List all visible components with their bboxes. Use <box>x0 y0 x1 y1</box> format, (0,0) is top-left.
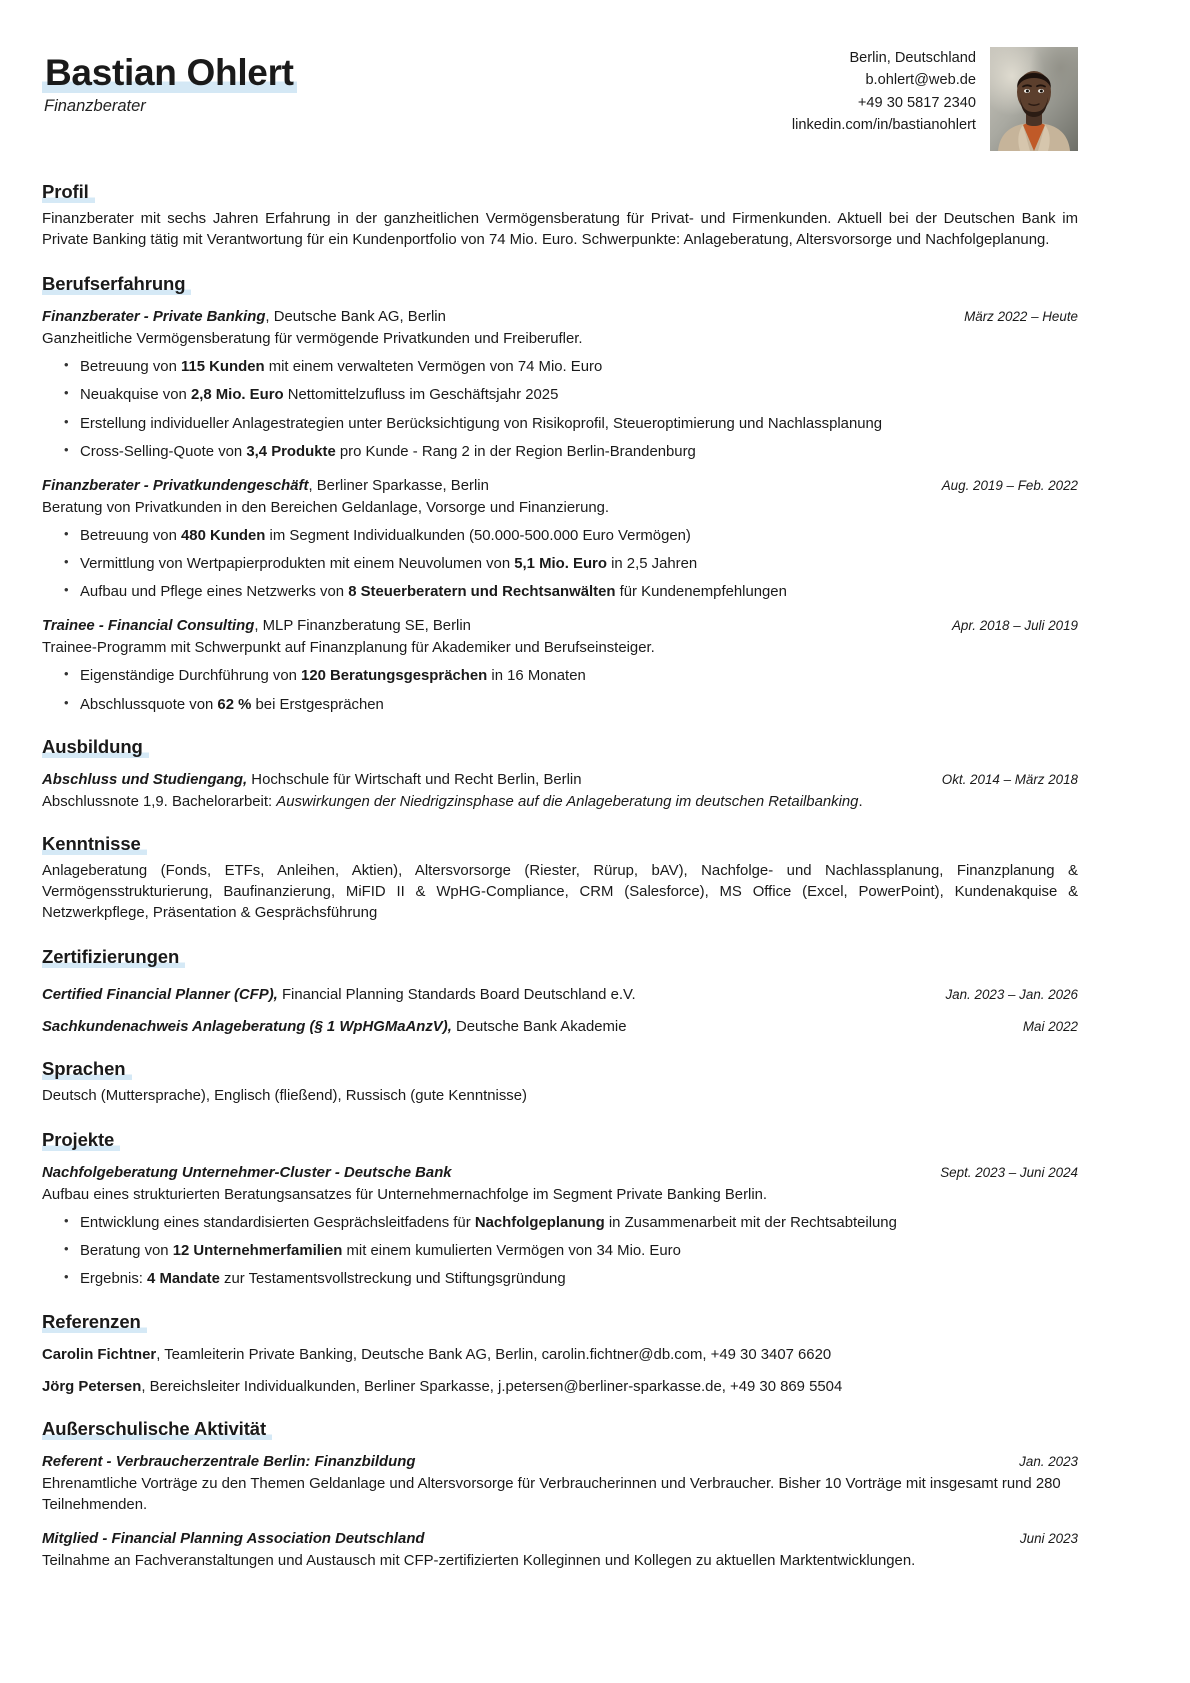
project-name: Nachfolgeberatung Unternehmer-Cluster - Deutsche Bank <box>42 1165 452 1182</box>
certification-name: Certified Financial Planner (CFP), <box>42 987 278 1004</box>
highlight-value: 3,4 Produkte <box>246 443 336 460</box>
activity-name: Referent - Verbraucherzentrale Berlin: Finanzbildung <box>42 1453 416 1470</box>
project-entry-head <box>42 1163 1078 1184</box>
contact-phone[interactable]: +49 30 5817 2340 <box>857 94 976 111</box>
highlight-value: 2,8 Mio. Euro <box>190 387 284 404</box>
project-entry-title <box>42 1163 452 1184</box>
highlight-value: 115 Kunden <box>181 359 265 376</box>
certification-name: Sachkundenachweis Anlageberatung (§ 1 WpHGMaAnzV), <box>42 1019 452 1036</box>
experience-entry-head <box>42 616 1078 637</box>
project-list <box>42 1163 1078 1290</box>
activity-summary: Teilnahme an Fachveranstaltungen und Austausch mit CFP-zertifizierten Kolleginnen und Kollegen zu aktuellen Marktentwicklungen. <box>42 1552 916 1569</box>
activity-entry-date: Jan. 2023 <box>1019 1453 1078 1469</box>
section-heading-projekte: Projekte <box>42 1129 120 1151</box>
contact-location: Berlin, Deutschland <box>849 50 976 66</box>
experience-entry-date: Aug. 2019 – Feb. 2022 <box>941 477 1078 493</box>
reference-entry <box>42 1377 1078 1398</box>
experience-position: Finanzberater - Private Banking <box>42 309 266 326</box>
section-heading-berufserfahrung: Berufserfahrung <box>42 273 191 295</box>
list-item: • Cross-Selling-Quote von 3,4 Produkte pro Kunde - Rang 2 in der Region Berlin-Brandenburg <box>64 442 1078 463</box>
highlight-value: 480 Kunden <box>181 527 266 544</box>
list-item: • Erstellung individueller Anlagestrategien unter Berücksichtigung von Risikoprofil, Steueroptimierung und Nachlassplanung <box>64 414 1078 435</box>
education-entry-head <box>42 770 1078 791</box>
reference-list <box>42 1345 1078 1398</box>
header-identity <box>42 40 297 116</box>
education-school: Hochschule für Wirtschaft und Recht Berlin, Berlin <box>247 771 582 788</box>
section-heading-ausbildung: Ausbildung <box>42 736 149 758</box>
education-degree: Abschluss und Studiengang, <box>42 771 248 788</box>
header-contact-block <box>792 40 1078 151</box>
experience-entry-bullets <box>42 666 1078 715</box>
experience-entry-head <box>42 476 1078 497</box>
profil-text: Finanzberater mit sechs Jahren Erfahrung in der ganzheitlichen Vermögensberatung für Privat- und Firmenkunden. Aktuell bei der Deutschen Bank im Private Banking tätig mit Verantwortung für ein Kundenportfolio von 74 Mio. Euro. Schwerpunkte: Anlageberatung, Altersvorsorge und Nachfolgeplanung. <box>42 211 1078 249</box>
certification-list <box>42 985 1078 1038</box>
skills-text: Anlageberatung (Fonds, ETFs, Anleihen, Aktien), Altersvorsorge (Riester, Rürup, bAV), Nachfolge- und Nachlassplanung, Finanzplanung & Vermögensstrukturierung, Baufinanzierung, MiFID II & WpHG-Compliance, CRM (Salesforce), MS Office (Excel, PowerPoint), Kundenakquise & Netzwerkpflege, Präsentation & Gesprächsführung <box>42 862 1078 922</box>
experience-company: , Deutsche Bank AG, Berlin <box>265 309 446 326</box>
certification-entry-head <box>42 1017 1078 1038</box>
experience-summary: Trainee-Programm mit Schwerpunkt auf Finanzplanung für Akademiker und Berufseinsteiger. <box>42 640 655 657</box>
section-kenntnisse <box>42 813 1078 924</box>
thesis-title: Auswirkungen der Niedrigzinsphase auf die Anlageberatung im deutschen Retailbanking <box>276 793 859 810</box>
section-referenzen <box>42 1291 1078 1398</box>
education-entry <box>42 770 1078 813</box>
activity-entry-head <box>42 1452 1078 1473</box>
experience-list <box>42 307 1078 715</box>
highlight-value: 8 Steuerberatern und Rechtsanwälten <box>348 584 616 601</box>
activity-entry <box>42 1452 1078 1516</box>
section-heading-sprachen: Sprachen <box>42 1058 132 1080</box>
activity-name: Mitglied - Financial Planning Association Deutschland <box>42 1531 425 1548</box>
activity-list <box>42 1452 1078 1572</box>
certification-entry-date: Jan. 2023 – Jan. 2026 <box>945 987 1078 1003</box>
experience-entry-title <box>42 476 489 497</box>
section-sprachen <box>42 1038 1078 1107</box>
certification-issuer: Financial Planning Standards Board Deutschland e.V. <box>277 987 636 1004</box>
project-entry <box>42 1163 1078 1290</box>
section-heading-profil: Profil <box>42 181 95 203</box>
section-heading-zertifizierungen: Zertifizierungen <box>42 946 185 968</box>
portrait-photo-icon <box>990 47 1078 151</box>
experience-entry-title <box>42 307 446 328</box>
list-item: • Aufbau und Pflege eines Netzwerks von 8 Steuerberatern und Rechtsanwälten für Kundenempfehlungen <box>64 582 1078 603</box>
project-entry-date: Sept. 2023 – Juni 2024 <box>940 1165 1078 1181</box>
experience-position: Trainee - Financial Consulting <box>42 618 255 635</box>
list-item: • Ergebnis: 4 Mandate zur Testamentsvollstreckung und Stiftungsgründung <box>64 1269 1078 1290</box>
job-role-subtitle: Finanzberater <box>44 96 146 115</box>
highlight-value: 62 % <box>217 696 252 713</box>
activity-entry-title <box>42 1452 415 1473</box>
project-entry-bullets <box>42 1213 1078 1290</box>
resume-header <box>42 40 1078 151</box>
section-berufserfahrung <box>42 253 1078 715</box>
highlight-value: 120 Beratungsgesprächen <box>301 668 488 685</box>
section-heading-kenntnisse: Kenntnisse <box>42 833 147 855</box>
experience-entry-head <box>42 307 1078 328</box>
reference-entry <box>42 1345 1078 1366</box>
experience-entry-date: Apr. 2018 – Juli 2019 <box>951 618 1078 634</box>
section-zertifizierungen <box>42 926 1078 1038</box>
certification-entry-date: Mai 2022 <box>1022 1019 1078 1035</box>
list-item: • Betreuung von 480 Kunden im Segment Individualkunden (50.000-500.000 Euro Vermögen) <box>64 526 1078 547</box>
experience-entry-bullets <box>42 526 1078 603</box>
experience-summary: Ganzheitliche Vermögensberatung für vermögende Privatkunden und Freiberufler. <box>42 331 583 348</box>
certification-entry <box>42 1017 1078 1038</box>
experience-company: , MLP Finanzberatung SE, Berlin <box>254 618 471 635</box>
section-ausbildung <box>42 716 1078 813</box>
experience-entry <box>42 307 1078 463</box>
experience-entry <box>42 616 1078 715</box>
list-item: • Vermittlung von Wertpapierprodukten mit einem Neuvolumen von 5,1 Mio. Euro in 2,5 Jahren <box>64 554 1078 575</box>
activity-entry-date: Juni 2023 <box>1019 1531 1078 1547</box>
contact-details <box>792 47 976 136</box>
section-heading-referenzen: Referenzen <box>42 1311 147 1333</box>
experience-entry-bullets <box>42 357 1078 463</box>
experience-company: , Berliner Sparkasse, Berlin <box>308 477 489 494</box>
list-item: • Abschlussquote von 62 % bei Erstgesprächen <box>64 695 1078 716</box>
certification-entry-title <box>42 1017 627 1038</box>
section-profil <box>42 169 1078 251</box>
education-detail: Abschlussnote 1,9. Bachelorarbeit: Auswirkungen der Niedrigzinsphase auf die Anlageberatung im deutschen Retailbanking. <box>42 793 863 810</box>
highlight-value: 4 Mandate <box>147 1271 220 1288</box>
list-item: • Entwicklung eines standardisierten Gesprächsleitfadens für Nachfolgeplanung in Zusammenarbeit mit der Rechtsabteilung <box>64 1213 1078 1234</box>
highlight-value: 5,1 Mio. Euro <box>514 556 607 573</box>
avatar <box>990 47 1078 151</box>
section-aktivitaet <box>42 1398 1078 1572</box>
section-projekte <box>42 1109 1078 1290</box>
reference-name: Carolin Fichtner <box>42 1346 157 1363</box>
education-entry-title <box>42 770 582 791</box>
reference-name: Jörg Petersen <box>42 1378 142 1395</box>
list-item: • Beratung von 12 Unternehmerfamilien mit einem kumulierten Vermögen von 34 Mio. Euro <box>64 1241 1078 1262</box>
reference-detail: , Teamleiterin Private Banking, Deutsche Bank AG, Berlin, carolin.fichtner@db.com, +49 30 3407 6620 <box>156 1346 832 1363</box>
project-summary: Aufbau eines strukturierten Beratungsansatzes für Unternehmernachfolge im Segment Private Banking Berlin. <box>42 1186 768 1203</box>
certification-entry-title <box>42 985 636 1006</box>
experience-entry <box>42 476 1078 603</box>
activity-summary: Ehrenamtliche Vorträge zu den Themen Geldanlage und Altersvorsorge für Verbraucherinnen und Verbraucher. Bisher 10 Vorträge mit insgesamt rund 280 Teilnehmenden. <box>42 1475 1061 1513</box>
activity-entry <box>42 1529 1078 1572</box>
section-heading-aktivitaet: Außerschulische Aktivität <box>42 1418 272 1440</box>
certification-issuer: Deutsche Bank Akademie <box>451 1019 627 1036</box>
page-title: Bastian Ohlert <box>42 54 297 93</box>
languages-text: Deutsch (Muttersprache), Englisch (fließend), Russisch (gute Kenntnisse) <box>42 1087 527 1104</box>
list-item: • Eigenständige Durchführung von 120 Beratungsgesprächen in 16 Monaten <box>64 666 1078 687</box>
experience-summary: Beratung von Privatkunden in den Bereichen Geldanlage, Vorsorge und Finanzierung. <box>42 499 610 516</box>
education-list <box>42 770 1078 813</box>
highlight-value: Nachfolgeplanung <box>474 1215 605 1232</box>
list-item: • Betreuung von 115 Kunden mit einem verwalteten Vermögen von 74 Mio. Euro <box>64 357 1078 378</box>
experience-entry-date: März 2022 – Heute <box>964 309 1078 325</box>
activity-entry-head <box>42 1529 1078 1550</box>
certification-entry-head <box>42 985 1078 1006</box>
list-item: • Neuakquise von 2,8 Mio. Euro Nettomittelzufluss im Geschäftsjahr 2025 <box>64 385 1078 406</box>
reference-detail: , Bereichsleiter Individualkunden, Berliner Sparkasse, j.petersen@berliner-sparkasse.de, +49 30 869 5504 <box>141 1378 843 1395</box>
highlight-value: 12 Unternehmerfamilien <box>172 1243 343 1260</box>
experience-entry-title <box>42 616 471 637</box>
certification-entry <box>42 985 1078 1006</box>
contact-email[interactable]: b.ohlert@web.de <box>865 72 976 89</box>
contact-linkedin[interactable]: linkedin.com/in/bastianohlert <box>791 116 976 133</box>
experience-position: Finanzberater - Privatkundengeschäft <box>42 477 309 494</box>
activity-entry-title <box>42 1529 425 1550</box>
education-entry-date: Okt. 2014 – März 2018 <box>941 771 1078 787</box>
